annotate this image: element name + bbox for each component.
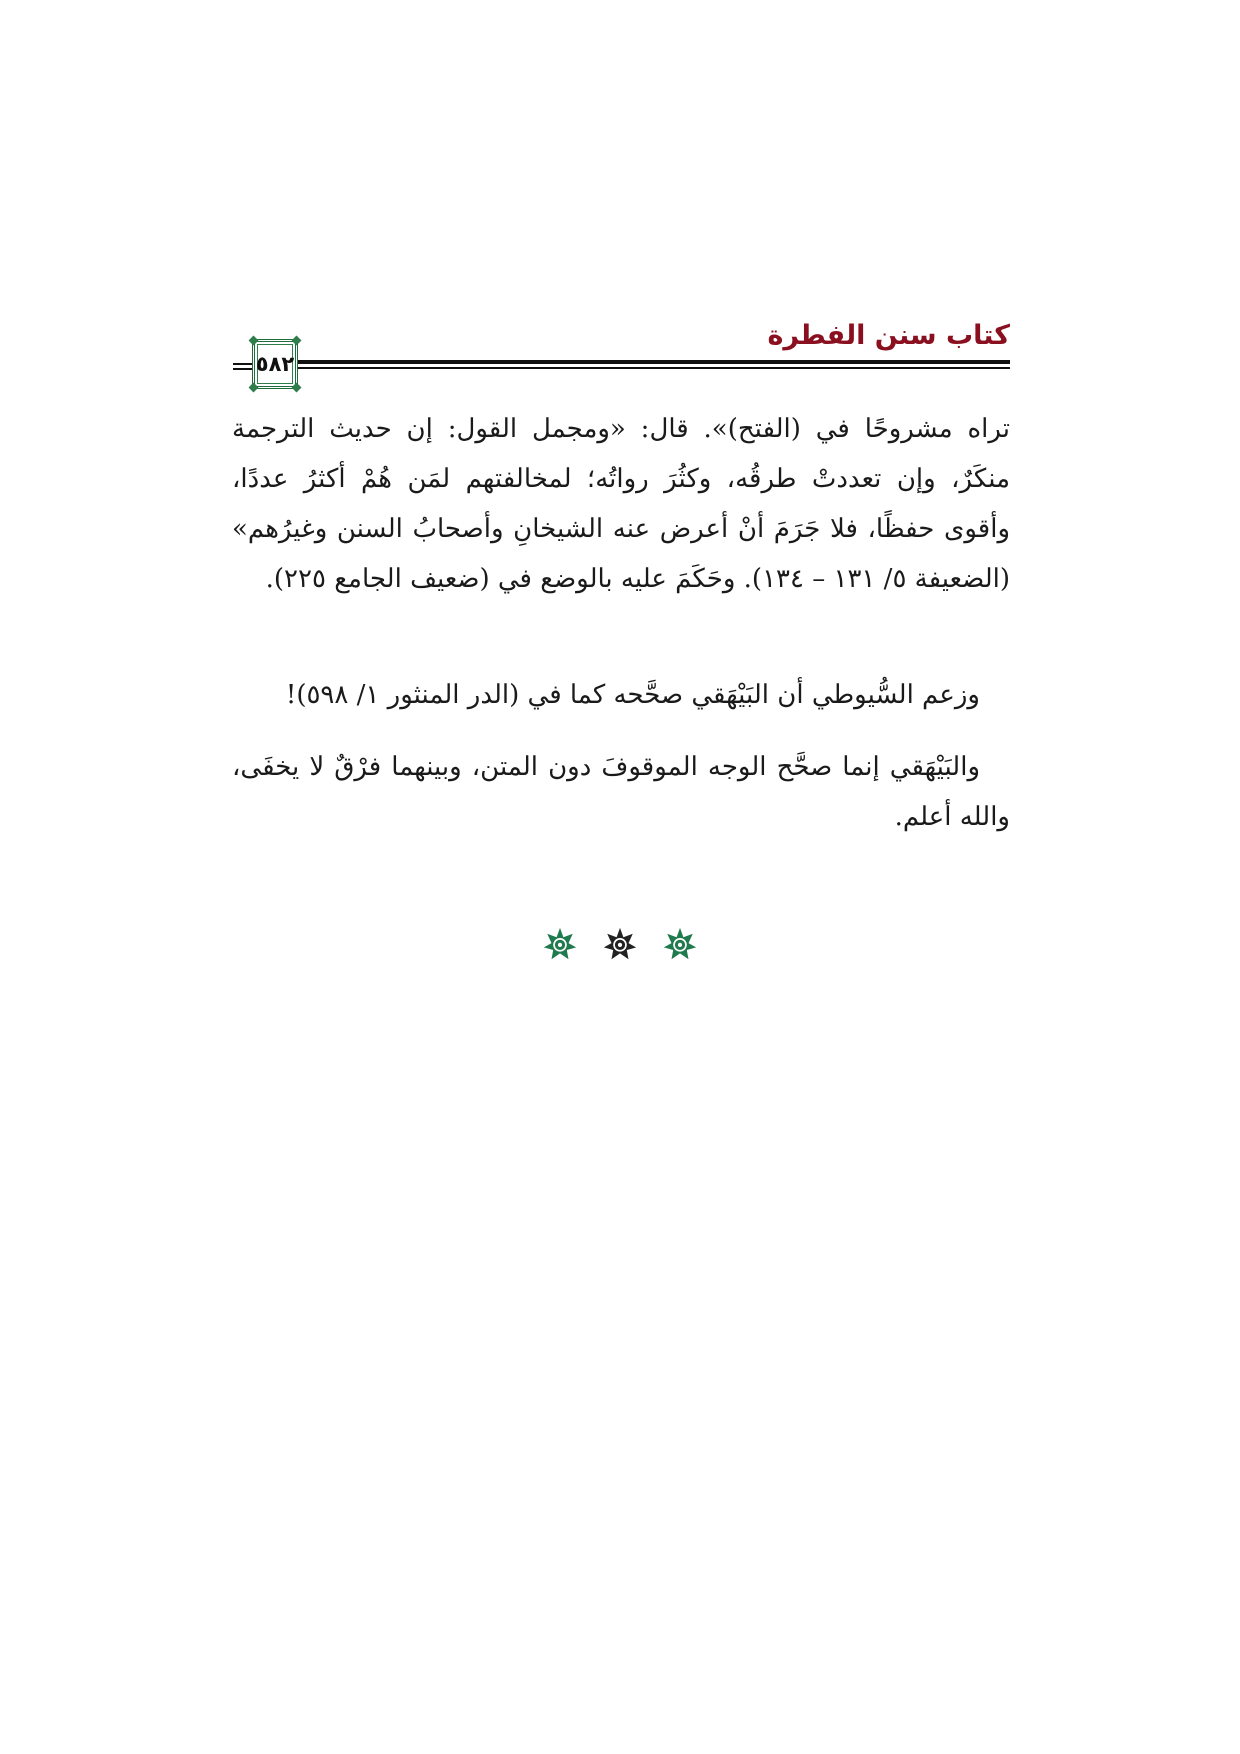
paragraph-3: والبَيْهَقي إنما صحَّح الوجه الموقوفَ دون المتن، وبينهما فرْقٌ لا يخفَى، والله أعلم.	[232, 752, 1010, 832]
frame-corner-ornament	[249, 383, 259, 393]
short-rule-line	[233, 368, 253, 370]
frame-corner-ornament	[292, 383, 302, 393]
book-title: كتاب سنن الفطرة	[767, 320, 1010, 351]
star-flower-icon	[603, 927, 637, 961]
header-short-rule	[233, 363, 253, 371]
frame-corner-ornament	[292, 336, 302, 346]
header-rule-thin	[290, 367, 1010, 369]
paragraph-2: وزعم السُّيوطي أن البَيْهَقي صحَّحه كما في (الدر المنثور ١/ ٥٩٨)!	[285, 680, 980, 710]
paragraph-1: تراه مشروحًا في (الفتح)». قال: «ومجمل القول: إن حديث الترجمة منكَرٌ، وإن تعددتْ طرقُه، وكثُرَ رواتُه؛ لمخالفتهم لمَن هُمْ أكثرُ عددًا، وأقوى حفظًا، فلا جَرَمَ أنْ أعرض عنه الشيخانِ وأصحابُ السنن وغيرُهم» (الضعيفة ٥/ ١٣١ – ١٣٤). وحَكَمَ عليه بالوضع في (ضعيف الجامع ٢٢٥).	[232, 414, 1011, 594]
star-flower-icon	[543, 927, 577, 961]
header-double-rule	[290, 360, 1010, 369]
page-number-frame	[252, 339, 298, 389]
frame-corner-ornament	[249, 336, 259, 346]
star-flower-icon	[663, 927, 697, 961]
short-rule-line	[233, 363, 253, 365]
header-rule-thick	[290, 360, 1010, 364]
page-number: ٥٨٢	[255, 352, 295, 376]
section-end-ornaments	[530, 927, 710, 963]
